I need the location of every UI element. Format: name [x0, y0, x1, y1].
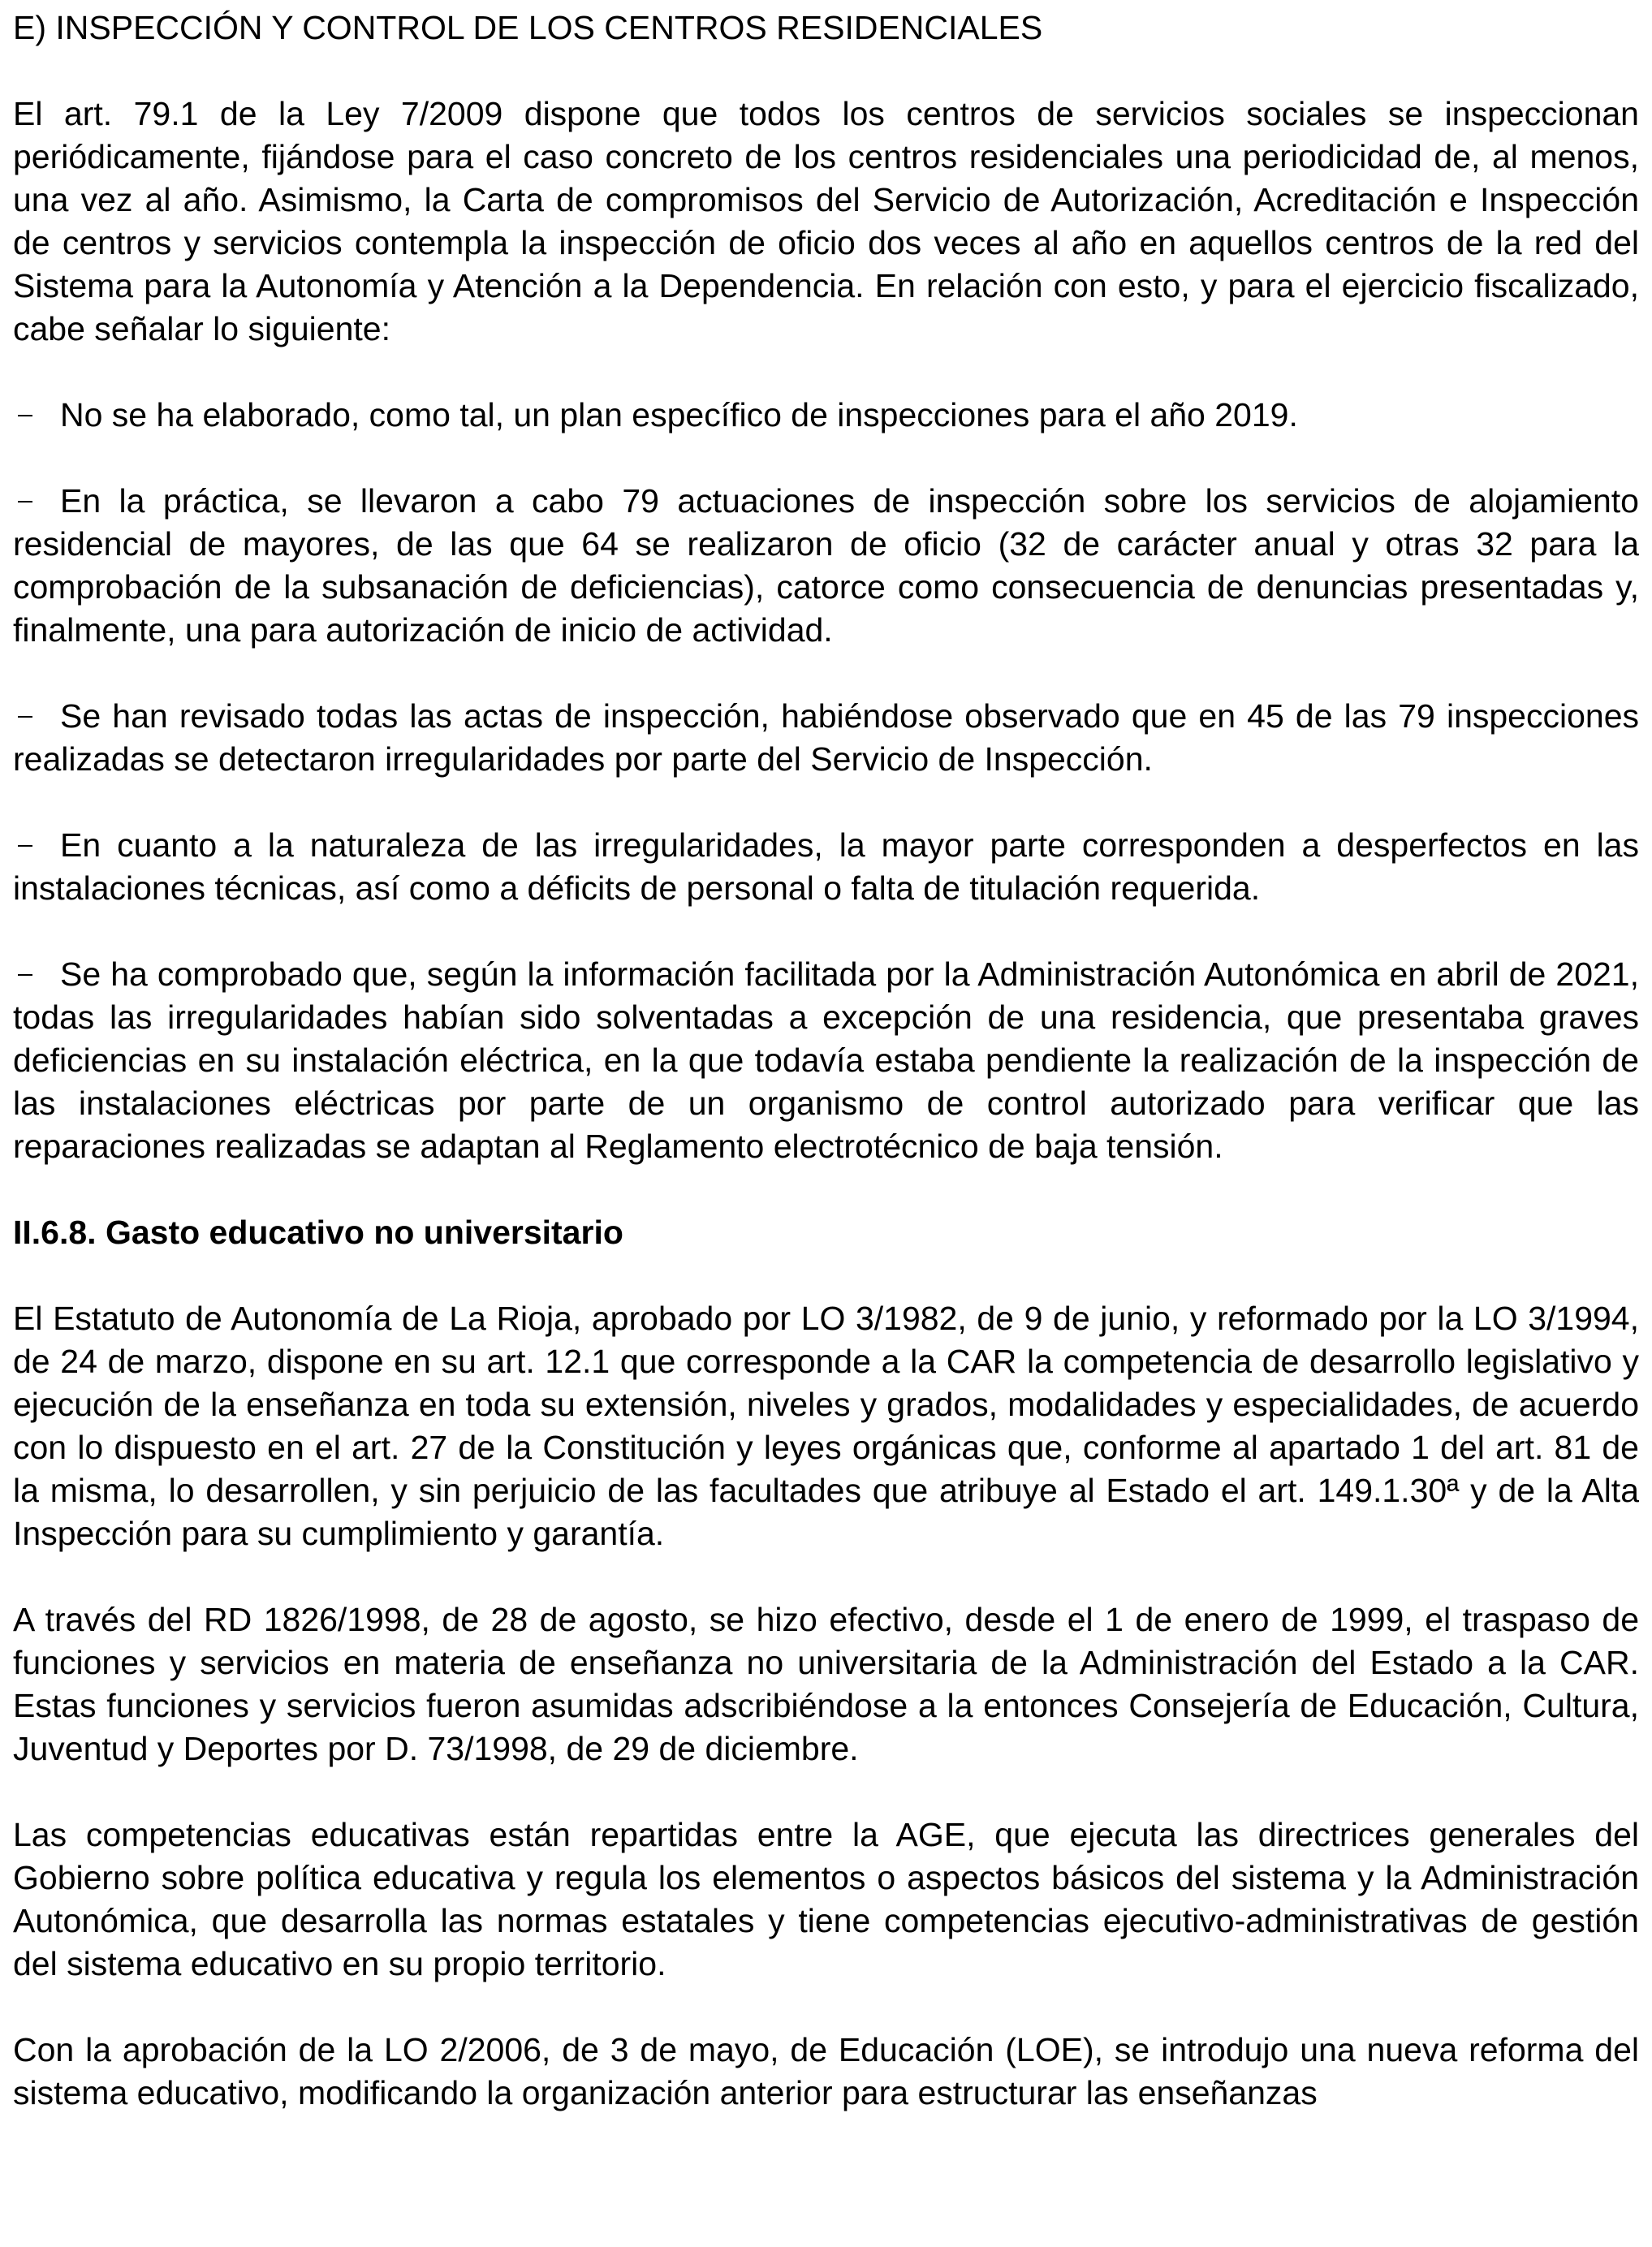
- section-e-intro: El art. 79.1 de la Ley 7/2009 dispone que todos los centros de servicios sociales se inspeccionan periódicamente, fijándose para el caso concreto de los centros residenciales una periodicidad de, al menos, una vez al año. Asimismo, la Carta de compromisos del Servicio de Autorización, Acreditación e Inspección de centros y servicios contempla la inspección de oficio dos veces al año en aquellos centros de la red del Sistema para la Autonomía y Atención a la Dependencia. En relación con esto, y para el ejercicio fiscalizado, cabe señalar lo siguiente:: [13, 95, 1639, 347]
- section-e-title: E) INSPECCIÓN Y CONTROL DE LOS CENTROS RESIDENCIALES: [13, 9, 1043, 46]
- bullet-text: Se ha comprobado que, según la información facilitada por la Administración Autonómica en abril de 2021, todas las irregularidades habían sido solventadas a excepción de una residencia, que presentaba graves deficiencias en su instalación eléctrica, en la que todavía estaba pendiente la realización de la inspección de las instalaciones eléctricas por parte de un organismo de control autorizado para verificar que las reparaciones realizadas se adaptan al Reglamento electrotécnico de baja tensión.: [13, 955, 1639, 1165]
- spacer: [13, 1555, 1639, 1598]
- bullet-text: En la práctica, se llevaron a cabo 79 actuaciones de inspección sobre los servicios de alojamiento residencial de mayores, de las que 64 se realizaron de oficio (32 de carácter anual y otras 32 para la comprobación de la subsanación de deficiencias), catorce como consecuencia de denuncias presentadas y, finalmente, una para autorización de inicio de actividad.: [13, 482, 1639, 649]
- bullet-text: En cuanto a la naturaleza de las irregularidades, la mayor parte corresponden a desperfectos en las instalaciones técnicas, así como a déficits de personal o falta de titulación requerida.: [13, 826, 1639, 907]
- bullet-item: [13, 695, 1639, 781]
- spacer: [13, 1770, 1639, 1814]
- bullet-item: [13, 394, 1639, 437]
- document-page: [13, 6, 1639, 2115]
- dash-bullet-icon: [13, 394, 60, 437]
- section-ii68-paragraph: El Estatuto de Autonomía de La Rioja, aprobado por LO 3/1982, de 9 de junio, y reformado por la LO 3/1994, de 24 de marzo, dispone en su art. 12.1 que corresponde a la CAR la competencia de desarrollo legislativo y ejecución de la enseñanza en toda su extensión, niveles y grados, modalidades y especialidades, de acuerdo con lo dispuesto en el art. 27 de la Constitución y leyes orgánicas que, conforme al apartado 1 del art. 81 de la misma, lo desarrollen, y sin perjuicio de las facultades que atribuye al Estado el art. 149.1.30ª y de la Alta Inspección para su cumplimiento y garantía.: [13, 1300, 1639, 1552]
- spacer: [13, 652, 1639, 695]
- bullet-text: Se han revisado todas las actas de inspección, habiéndose observado que en 45 de las 79 inspecciones realizadas se detectaron irregularidades por parte del Servicio de Inspección.: [13, 697, 1639, 778]
- spacer: [13, 910, 1639, 953]
- spacer: [13, 1254, 1639, 1297]
- section-ii68-paragraph: Las competencias educativas están repartidas entre la AGE, que ejecuta las directrices generales del Gobierno sobre política educativa y regula los elementos o aspectos básicos del sistema y la Administración Autonómica, que desarrolla las normas estatales y tiene competencias ejecutivo-administrativas de gestión del sistema educativo en su propio territorio.: [13, 1816, 1639, 1982]
- bullet-item: [13, 953, 1639, 1168]
- section-ii68-title: II.6.8. Gasto educativo no universitario: [13, 1214, 623, 1251]
- dash-bullet-icon: [13, 695, 60, 738]
- bullet-item: [13, 480, 1639, 652]
- dash-bullet-icon: [13, 824, 60, 867]
- bullet-item: [13, 824, 1639, 910]
- spacer: [13, 781, 1639, 824]
- dash-bullet-icon: [13, 953, 60, 996]
- spacer: [13, 437, 1639, 480]
- dash-bullet-icon: [13, 480, 60, 523]
- bullet-text: No se ha elaborado, como tal, un plan específico de inspecciones para el año 2019.: [60, 396, 1298, 433]
- section-ii68-paragraph: A través del RD 1826/1998, de 28 de agosto, se hizo efectivo, desde el 1 de enero de 1999, el traspaso de funciones y servicios en materia de enseñanza no universitaria de la Administración del Estado a la CAR. Estas funciones y servicios fueron asumidas adscribiéndose a la entonces Consejería de Educación, Cultura, Juventud y Deportes por D. 73/1998, de 29 de diciembre.: [13, 1601, 1639, 1767]
- spacer: [13, 1986, 1639, 2029]
- section-ii68-paragraph: Con la aprobación de la LO 2/2006, de 3 de mayo, de Educación (LOE), se introdujo una nueva reforma del sistema educativo, modificando la organización anterior para estructurar las enseñanzas: [13, 2031, 1639, 2111]
- spacer: [13, 351, 1639, 394]
- spacer: [13, 1168, 1639, 1211]
- spacer: [13, 50, 1639, 93]
